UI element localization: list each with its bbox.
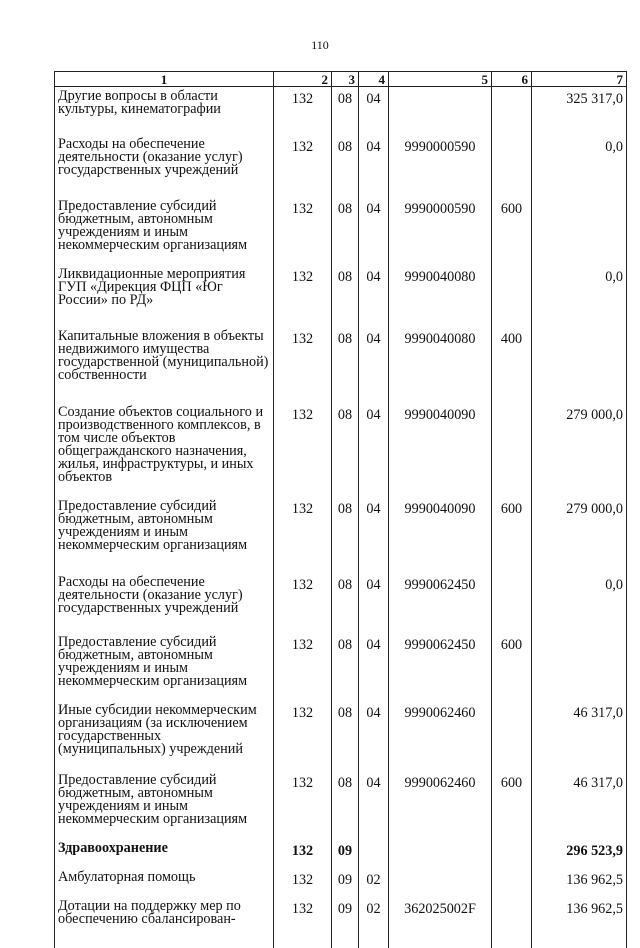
- row-name: Создание объектов социального и производственного комплексов, в том числе объектов общегражданского назначения, жилья, инфраструктуры, и иных объектов: [55, 403, 274, 497]
- column-header-5: 5: [389, 72, 492, 87]
- row-amount: 325 317,0: [532, 87, 627, 136]
- table-row: [55, 265, 627, 327]
- row-amount: [532, 197, 627, 265]
- row-name: Ликвидационные мероприятия ГУП «Дирекция ФЦП «Юг России» по РД»: [55, 265, 274, 327]
- row-amount: 46 317,0: [532, 701, 627, 771]
- row-amount: 136 962,5: [532, 868, 627, 897]
- row-code-2: 132: [274, 87, 332, 136]
- row-code-6: 600: [492, 197, 532, 265]
- row-code-6: [492, 573, 532, 633]
- row-code-6: 600: [492, 497, 532, 573]
- row-code-5: 9990000590: [389, 135, 492, 197]
- row-code-4: 04: [359, 771, 389, 839]
- row-code-4: 04: [359, 573, 389, 633]
- table-row: [55, 839, 627, 868]
- row-amount: 296 523,9: [532, 839, 627, 868]
- table-row: [55, 701, 627, 771]
- row-code-2: 132: [274, 573, 332, 633]
- column-header-2: 2: [274, 72, 332, 87]
- row-amount: 46 317,0: [532, 771, 627, 839]
- row-code-5: 9990040080: [389, 327, 492, 403]
- row-code-6: [492, 403, 532, 497]
- row-name: Амбулаторная помощь: [55, 868, 274, 897]
- row-code-6: [492, 135, 532, 197]
- row-name: Здравоохранение: [55, 839, 274, 868]
- row-code-3: 09: [332, 897, 359, 948]
- row-code-5: 9990040080: [389, 265, 492, 327]
- column-header-6: 6: [492, 72, 532, 87]
- row-code-5: 9990062460: [389, 771, 492, 839]
- table-row: [55, 497, 627, 573]
- budget-table: [54, 71, 627, 948]
- row-code-4: 02: [359, 897, 389, 948]
- row-code-4: 04: [359, 633, 389, 701]
- row-code-2: 132: [274, 265, 332, 327]
- row-name: Предоставление субсидий бюджетным, автономным учреждениям и иным некоммерческим организациям: [55, 197, 274, 265]
- row-code-5: [389, 87, 492, 136]
- row-code-6: 400: [492, 327, 532, 403]
- table-row: [55, 87, 627, 136]
- row-code-6: [492, 868, 532, 897]
- row-name: Капитальные вложения в объекты недвижимого имущества государственной (муниципальной) собственности: [55, 327, 274, 403]
- row-code-3: 09: [332, 839, 359, 868]
- row-name: Расходы на обеспечение деятельности (оказание услуг) государственных учреждений: [55, 573, 274, 633]
- row-name: Предоставление субсидий бюджетным, автономным учреждениям и иным некоммерческим организациям: [55, 497, 274, 573]
- row-code-4: 04: [359, 497, 389, 573]
- row-code-2: 132: [274, 135, 332, 197]
- row-code-2: 132: [274, 327, 332, 403]
- row-name: Предоставление субсидий бюджетным, автономным учреждениям и иным некоммерческим организациям: [55, 771, 274, 839]
- column-header-1: 1: [55, 72, 274, 87]
- row-name: Другие вопросы в области культуры, кинематографии: [55, 87, 274, 136]
- row-code-3: 08: [332, 771, 359, 839]
- row-code-6: [492, 87, 532, 136]
- row-code-5: 362025002F: [389, 897, 492, 948]
- row-code-4: 04: [359, 265, 389, 327]
- row-name: Иные субсидии некоммерческим организациям (за исключением государственных (муниципальных) учреждений: [55, 701, 274, 771]
- row-code-5: 9990062460: [389, 701, 492, 771]
- column-header-3: 3: [332, 72, 359, 87]
- table-row: [55, 135, 627, 197]
- row-code-2: 132: [274, 633, 332, 701]
- row-code-2: 132: [274, 197, 332, 265]
- row-code-5: [389, 868, 492, 897]
- row-code-3: 08: [332, 87, 359, 136]
- row-code-2: 132: [274, 403, 332, 497]
- row-name: Предоставление субсидий бюджетным, автономным учреждениям и иным некоммерческим организациям: [55, 633, 274, 701]
- row-code-3: 08: [332, 403, 359, 497]
- row-amount: 0,0: [532, 135, 627, 197]
- row-amount: 279 000,0: [532, 403, 627, 497]
- row-code-2: 132: [274, 868, 332, 897]
- row-code-3: 08: [332, 701, 359, 771]
- column-header-4: 4: [359, 72, 389, 87]
- row-amount: 136 962,5: [532, 897, 627, 948]
- row-code-2: 132: [274, 839, 332, 868]
- table-row: [55, 403, 627, 497]
- row-code-4: 04: [359, 327, 389, 403]
- row-code-2: 132: [274, 701, 332, 771]
- row-code-4: 04: [359, 135, 389, 197]
- row-code-6: 600: [492, 771, 532, 839]
- row-amount: [532, 633, 627, 701]
- column-header-7: 7: [532, 72, 627, 87]
- row-code-3: 08: [332, 633, 359, 701]
- row-code-5: 9990062450: [389, 573, 492, 633]
- row-code-3: 08: [332, 197, 359, 265]
- row-code-4: 02: [359, 868, 389, 897]
- table-row: [55, 573, 627, 633]
- row-code-3: 08: [332, 573, 359, 633]
- row-code-2: 132: [274, 497, 332, 573]
- row-amount: 0,0: [532, 265, 627, 327]
- page-number: 110: [311, 38, 329, 52]
- row-code-6: [492, 265, 532, 327]
- row-code-3: 08: [332, 265, 359, 327]
- row-code-4: 04: [359, 403, 389, 497]
- row-code-3: 09: [332, 868, 359, 897]
- row-code-3: 08: [332, 327, 359, 403]
- row-code-5: 9990000590: [389, 197, 492, 265]
- row-code-3: 08: [332, 497, 359, 573]
- row-code-4: 04: [359, 701, 389, 771]
- row-code-6: [492, 839, 532, 868]
- table-row: [55, 327, 627, 403]
- row-amount: [532, 327, 627, 403]
- table-row: [55, 197, 627, 265]
- table-row: [55, 771, 627, 839]
- row-code-5: 9990040090: [389, 497, 492, 573]
- row-name: Расходы на обеспечение деятельности (оказание услуг) государственных учреждений: [55, 135, 274, 197]
- table-row: [55, 868, 627, 897]
- row-code-5: 9990040090: [389, 403, 492, 497]
- table-header-row: [55, 72, 627, 87]
- row-code-4: 04: [359, 87, 389, 136]
- table-row: [55, 633, 627, 701]
- row-code-6: [492, 701, 532, 771]
- row-code-4: 04: [359, 197, 389, 265]
- row-code-4: [359, 839, 389, 868]
- row-code-5: 9990062450: [389, 633, 492, 701]
- row-amount: 0,0: [532, 573, 627, 633]
- row-code-5: [389, 839, 492, 868]
- row-code-2: 132: [274, 771, 332, 839]
- row-code-3: 08: [332, 135, 359, 197]
- row-code-2: 132: [274, 897, 332, 948]
- row-amount: 279 000,0: [532, 497, 627, 573]
- row-name: Дотации на поддержку мер по обеспечению сбалансирован-: [55, 897, 274, 948]
- row-code-6: 600: [492, 633, 532, 701]
